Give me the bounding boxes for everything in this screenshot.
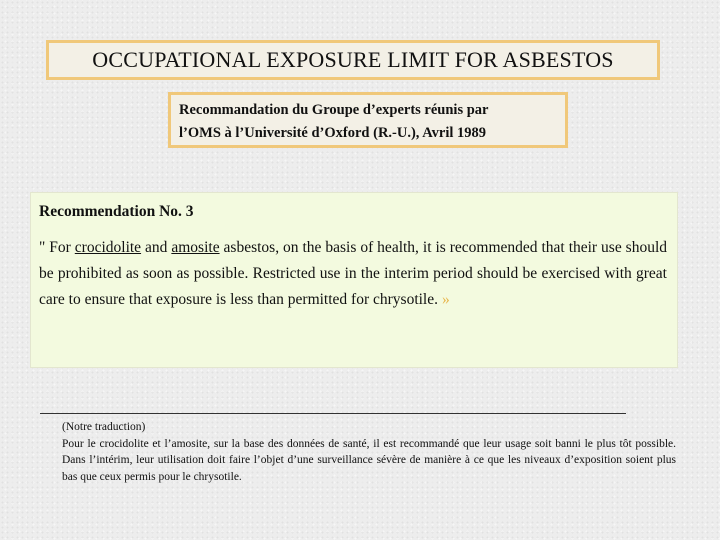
subtitle-line-2: l’OMS à l’Université d’Oxford (R.-U.), Avril 1989 xyxy=(179,125,487,141)
translation-label: (Notre traduction) xyxy=(62,421,146,433)
term-amosite: amosite xyxy=(171,239,220,256)
rec-text-open: " For xyxy=(39,239,75,256)
recommendation-heading: Recommendation No. 3 xyxy=(39,203,194,220)
rec-text-and: and xyxy=(141,239,172,256)
title-box xyxy=(46,40,660,80)
term-crocidolite: crocidolite xyxy=(74,239,142,256)
translation-text: Pour le crocidolite et l’amosite, sur la base des données de santé, il est recommandé que leur usage soit banni le plus tôt possible. Dans l’intérim, leur utilisation doit faire l’objet d’une surveillance sévère de manière à ce que les niveaux d’exposition soient plus bas que ceux permis pour le chrysotile. xyxy=(62,437,676,483)
subtitle-line-1: Recommandation du Groupe d’experts réunis par xyxy=(179,102,489,118)
translation-note xyxy=(62,419,676,485)
closing-quote: » xyxy=(442,291,450,308)
page-title: OCCUPATIONAL EXPOSURE LIMIT FOR ASBESTOS xyxy=(92,47,614,72)
recommendation-text xyxy=(39,235,667,313)
rec-text-rest: asbestos, on the basis of health, it is recommended that their use should be prohibited as soon as possible. Restricted use in the interim period should be exercised with great care to ensure that exposure is less than permitted for chrysotile. xyxy=(39,239,668,308)
subtitle-box xyxy=(168,92,568,148)
footnote-divider xyxy=(40,413,626,414)
recommendation-box xyxy=(30,192,678,368)
